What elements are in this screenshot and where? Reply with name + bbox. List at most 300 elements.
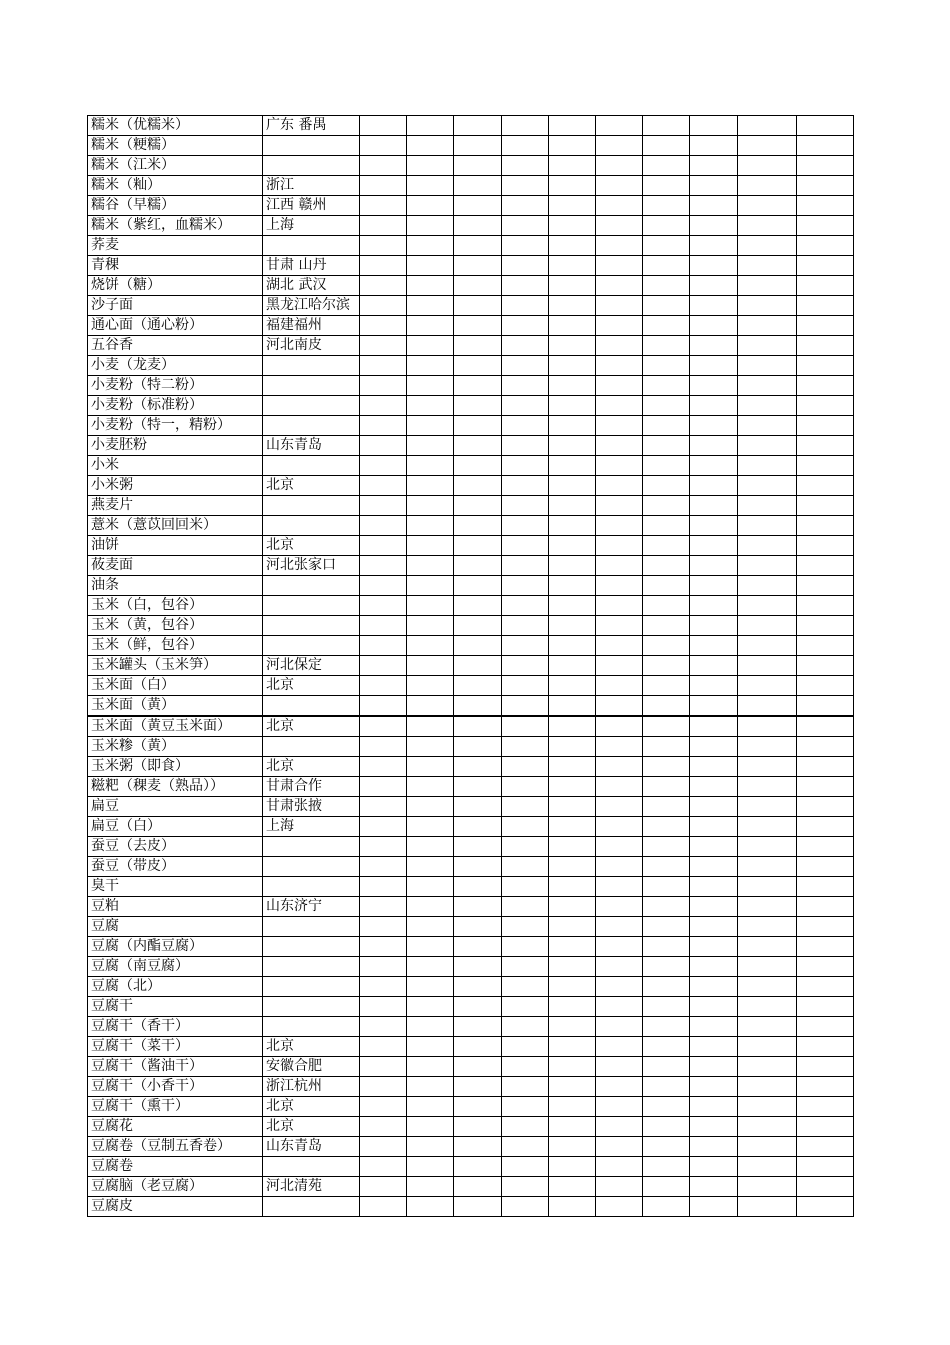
empty-cell[interactable] xyxy=(797,616,854,636)
empty-cell[interactable] xyxy=(549,797,596,817)
empty-cell[interactable] xyxy=(690,176,738,196)
empty-cell[interactable] xyxy=(643,937,690,957)
empty-cell[interactable] xyxy=(643,917,690,937)
empty-cell[interactable] xyxy=(360,596,407,616)
food-name-cell[interactable]: 豆腐干（菜干） xyxy=(88,1037,263,1057)
empty-cell[interactable] xyxy=(549,196,596,216)
empty-cell[interactable] xyxy=(690,1097,738,1117)
empty-cell[interactable] xyxy=(690,1017,738,1037)
empty-cell[interactable] xyxy=(738,356,797,376)
food-name-cell[interactable]: 莜麦面 xyxy=(88,556,263,576)
origin-cell[interactable] xyxy=(263,396,360,416)
empty-cell[interactable] xyxy=(407,1057,454,1077)
empty-cell[interactable] xyxy=(797,1117,854,1137)
empty-cell[interactable] xyxy=(407,416,454,436)
empty-cell[interactable] xyxy=(596,456,643,476)
empty-cell[interactable] xyxy=(797,817,854,837)
empty-cell[interactable] xyxy=(738,296,797,316)
empty-cell[interactable] xyxy=(643,236,690,256)
food-name-cell[interactable]: 小麦粉（特二粉） xyxy=(88,376,263,396)
food-name-cell[interactable]: 豆腐卷（豆制五香卷） xyxy=(88,1137,263,1157)
origin-cell[interactable]: 上海 xyxy=(263,216,360,236)
empty-cell[interactable] xyxy=(454,116,502,136)
empty-cell[interactable] xyxy=(502,316,549,336)
empty-cell[interactable] xyxy=(690,977,738,997)
empty-cell[interactable] xyxy=(454,516,502,536)
empty-cell[interactable] xyxy=(502,897,549,917)
empty-cell[interactable] xyxy=(502,476,549,496)
origin-cell[interactable]: 甘肃合作 xyxy=(263,777,360,797)
empty-cell[interactable] xyxy=(407,1177,454,1197)
empty-cell[interactable] xyxy=(643,496,690,516)
empty-cell[interactable] xyxy=(643,897,690,917)
empty-cell[interactable] xyxy=(502,1097,549,1117)
empty-cell[interactable] xyxy=(797,496,854,516)
empty-cell[interactable] xyxy=(502,296,549,316)
empty-cell[interactable] xyxy=(407,1117,454,1137)
empty-cell[interactable] xyxy=(643,336,690,356)
empty-cell[interactable] xyxy=(797,1037,854,1057)
empty-cell[interactable] xyxy=(454,596,502,616)
empty-cell[interactable] xyxy=(407,977,454,997)
empty-cell[interactable] xyxy=(549,156,596,176)
empty-cell[interactable] xyxy=(502,716,549,737)
empty-cell[interactable] xyxy=(454,837,502,857)
empty-cell[interactable] xyxy=(797,1137,854,1157)
empty-cell[interactable] xyxy=(797,196,854,216)
empty-cell[interactable] xyxy=(690,1057,738,1077)
empty-cell[interactable] xyxy=(502,977,549,997)
empty-cell[interactable] xyxy=(549,1037,596,1057)
origin-cell[interactable]: 河北保定 xyxy=(263,656,360,676)
empty-cell[interactable] xyxy=(738,376,797,396)
empty-cell[interactable] xyxy=(360,857,407,877)
empty-cell[interactable] xyxy=(407,997,454,1017)
empty-cell[interactable] xyxy=(360,636,407,656)
empty-cell[interactable] xyxy=(643,696,690,717)
empty-cell[interactable] xyxy=(549,1097,596,1117)
empty-cell[interactable] xyxy=(454,877,502,897)
empty-cell[interactable] xyxy=(690,556,738,576)
origin-cell[interactable]: 福建福州 xyxy=(263,316,360,336)
empty-cell[interactable] xyxy=(502,456,549,476)
empty-cell[interactable] xyxy=(738,897,797,917)
empty-cell[interactable] xyxy=(643,737,690,757)
empty-cell[interactable] xyxy=(360,656,407,676)
empty-cell[interactable] xyxy=(738,837,797,857)
empty-cell[interactable] xyxy=(454,1017,502,1037)
empty-cell[interactable] xyxy=(643,216,690,236)
empty-cell[interactable] xyxy=(549,416,596,436)
empty-cell[interactable] xyxy=(407,576,454,596)
empty-cell[interactable] xyxy=(643,376,690,396)
empty-cell[interactable] xyxy=(549,236,596,256)
empty-cell[interactable] xyxy=(549,817,596,837)
food-name-cell[interactable]: 小麦（龙麦） xyxy=(88,356,263,376)
empty-cell[interactable] xyxy=(690,997,738,1017)
origin-cell[interactable] xyxy=(263,1017,360,1037)
empty-cell[interactable] xyxy=(643,977,690,997)
empty-cell[interactable] xyxy=(690,216,738,236)
empty-cell[interactable] xyxy=(407,536,454,556)
empty-cell[interactable] xyxy=(797,937,854,957)
empty-cell[interactable] xyxy=(502,797,549,817)
food-name-cell[interactable]: 小麦胚粉 xyxy=(88,436,263,456)
empty-cell[interactable] xyxy=(738,476,797,496)
origin-cell[interactable]: 甘肃 山丹 xyxy=(263,256,360,276)
origin-cell[interactable] xyxy=(263,456,360,476)
empty-cell[interactable] xyxy=(502,757,549,777)
empty-cell[interactable] xyxy=(360,797,407,817)
empty-cell[interactable] xyxy=(690,316,738,336)
empty-cell[interactable] xyxy=(738,957,797,977)
origin-cell[interactable]: 北京 xyxy=(263,1097,360,1117)
empty-cell[interactable] xyxy=(502,416,549,436)
empty-cell[interactable] xyxy=(797,476,854,496)
empty-cell[interactable] xyxy=(596,416,643,436)
empty-cell[interactable] xyxy=(549,136,596,156)
empty-cell[interactable] xyxy=(738,116,797,136)
empty-cell[interactable] xyxy=(596,857,643,877)
empty-cell[interactable] xyxy=(797,596,854,616)
empty-cell[interactable] xyxy=(407,476,454,496)
empty-cell[interactable] xyxy=(454,1177,502,1197)
empty-cell[interactable] xyxy=(407,656,454,676)
empty-cell[interactable] xyxy=(549,857,596,877)
empty-cell[interactable] xyxy=(502,596,549,616)
empty-cell[interactable] xyxy=(596,937,643,957)
food-name-cell[interactable]: 豆腐 xyxy=(88,917,263,937)
empty-cell[interactable] xyxy=(360,757,407,777)
food-name-cell[interactable]: 豆粕 xyxy=(88,897,263,917)
empty-cell[interactable] xyxy=(643,396,690,416)
empty-cell[interactable] xyxy=(454,636,502,656)
empty-cell[interactable] xyxy=(738,797,797,817)
empty-cell[interactable] xyxy=(596,676,643,696)
empty-cell[interactable] xyxy=(690,757,738,777)
empty-cell[interactable] xyxy=(360,696,407,717)
empty-cell[interactable] xyxy=(690,436,738,456)
empty-cell[interactable] xyxy=(360,716,407,737)
empty-cell[interactable] xyxy=(690,576,738,596)
empty-cell[interactable] xyxy=(549,476,596,496)
origin-cell[interactable] xyxy=(263,997,360,1017)
empty-cell[interactable] xyxy=(407,636,454,656)
empty-cell[interactable] xyxy=(738,937,797,957)
empty-cell[interactable] xyxy=(596,817,643,837)
origin-cell[interactable] xyxy=(263,857,360,877)
empty-cell[interactable] xyxy=(643,536,690,556)
empty-cell[interactable] xyxy=(738,416,797,436)
empty-cell[interactable] xyxy=(738,636,797,656)
food-name-cell[interactable]: 玉米面（黄） xyxy=(88,696,263,717)
empty-cell[interactable] xyxy=(454,1157,502,1177)
empty-cell[interactable] xyxy=(407,276,454,296)
empty-cell[interactable] xyxy=(454,676,502,696)
empty-cell[interactable] xyxy=(797,136,854,156)
empty-cell[interactable] xyxy=(643,576,690,596)
empty-cell[interactable] xyxy=(549,897,596,917)
empty-cell[interactable] xyxy=(360,1097,407,1117)
empty-cell[interactable] xyxy=(454,436,502,456)
food-name-cell[interactable]: 玉米罐头（玉米笋） xyxy=(88,656,263,676)
empty-cell[interactable] xyxy=(407,957,454,977)
food-name-cell[interactable]: 豆腐卷 xyxy=(88,1157,263,1177)
empty-cell[interactable] xyxy=(690,136,738,156)
empty-cell[interactable] xyxy=(643,636,690,656)
empty-cell[interactable] xyxy=(596,516,643,536)
empty-cell[interactable] xyxy=(502,516,549,536)
origin-cell[interactable]: 北京 xyxy=(263,1037,360,1057)
empty-cell[interactable] xyxy=(502,696,549,717)
empty-cell[interactable] xyxy=(360,216,407,236)
empty-cell[interactable] xyxy=(502,1017,549,1037)
empty-cell[interactable] xyxy=(596,316,643,336)
empty-cell[interactable] xyxy=(643,817,690,837)
empty-cell[interactable] xyxy=(643,676,690,696)
food-name-cell[interactable]: 豆腐皮 xyxy=(88,1197,263,1217)
food-name-cell[interactable]: 臭干 xyxy=(88,877,263,897)
empty-cell[interactable] xyxy=(549,256,596,276)
empty-cell[interactable] xyxy=(549,737,596,757)
empty-cell[interactable] xyxy=(407,136,454,156)
empty-cell[interactable] xyxy=(596,616,643,636)
empty-cell[interactable] xyxy=(454,176,502,196)
empty-cell[interactable] xyxy=(407,737,454,757)
empty-cell[interactable] xyxy=(407,777,454,797)
food-name-cell[interactable]: 玉米面（黄豆玉米面） xyxy=(88,716,263,737)
empty-cell[interactable] xyxy=(596,216,643,236)
empty-cell[interactable] xyxy=(797,857,854,877)
empty-cell[interactable] xyxy=(738,176,797,196)
food-name-cell[interactable]: 薏米（薏苡回回米） xyxy=(88,516,263,536)
empty-cell[interactable] xyxy=(596,576,643,596)
empty-cell[interactable] xyxy=(738,156,797,176)
food-name-cell[interactable]: 蚕豆（带皮） xyxy=(88,857,263,877)
empty-cell[interactable] xyxy=(643,1037,690,1057)
empty-cell[interactable] xyxy=(797,636,854,656)
empty-cell[interactable] xyxy=(738,1077,797,1097)
empty-cell[interactable] xyxy=(643,1137,690,1157)
empty-cell[interactable] xyxy=(360,196,407,216)
empty-cell[interactable] xyxy=(454,1117,502,1137)
empty-cell[interactable] xyxy=(738,516,797,536)
empty-cell[interactable] xyxy=(407,1157,454,1177)
empty-cell[interactable] xyxy=(643,256,690,276)
empty-cell[interactable] xyxy=(454,777,502,797)
empty-cell[interactable] xyxy=(454,616,502,636)
empty-cell[interactable] xyxy=(690,1077,738,1097)
empty-cell[interactable] xyxy=(596,997,643,1017)
food-name-cell[interactable]: 玉米糁（黄） xyxy=(88,737,263,757)
empty-cell[interactable] xyxy=(407,1037,454,1057)
empty-cell[interactable] xyxy=(797,276,854,296)
empty-cell[interactable] xyxy=(596,536,643,556)
empty-cell[interactable] xyxy=(360,1137,407,1157)
empty-cell[interactable] xyxy=(738,456,797,476)
empty-cell[interactable] xyxy=(360,616,407,636)
empty-cell[interactable] xyxy=(454,476,502,496)
empty-cell[interactable] xyxy=(360,496,407,516)
empty-cell[interactable] xyxy=(596,176,643,196)
food-name-cell[interactable]: 燕麦片 xyxy=(88,496,263,516)
empty-cell[interactable] xyxy=(690,1117,738,1137)
empty-cell[interactable] xyxy=(797,777,854,797)
empty-cell[interactable] xyxy=(360,336,407,356)
empty-cell[interactable] xyxy=(454,797,502,817)
empty-cell[interactable] xyxy=(549,296,596,316)
empty-cell[interactable] xyxy=(797,656,854,676)
empty-cell[interactable] xyxy=(797,797,854,817)
empty-cell[interactable] xyxy=(407,616,454,636)
empty-cell[interactable] xyxy=(549,516,596,536)
empty-cell[interactable] xyxy=(690,536,738,556)
empty-cell[interactable] xyxy=(797,256,854,276)
empty-cell[interactable] xyxy=(454,1037,502,1057)
empty-cell[interactable] xyxy=(360,1017,407,1037)
food-name-cell[interactable]: 豆腐干 xyxy=(88,997,263,1017)
empty-cell[interactable] xyxy=(738,737,797,757)
empty-cell[interactable] xyxy=(596,1017,643,1037)
food-name-cell[interactable]: 玉米（鲜，包谷） xyxy=(88,636,263,656)
food-name-cell[interactable]: 玉米（黄，包谷） xyxy=(88,616,263,636)
empty-cell[interactable] xyxy=(797,1177,854,1197)
empty-cell[interactable] xyxy=(454,757,502,777)
origin-cell[interactable]: 湖北 武汉 xyxy=(263,276,360,296)
empty-cell[interactable] xyxy=(643,757,690,777)
empty-cell[interactable] xyxy=(738,336,797,356)
empty-cell[interactable] xyxy=(502,556,549,576)
empty-cell[interactable] xyxy=(797,696,854,717)
origin-cell[interactable] xyxy=(263,1197,360,1217)
empty-cell[interactable] xyxy=(454,376,502,396)
empty-cell[interactable] xyxy=(690,296,738,316)
empty-cell[interactable] xyxy=(407,937,454,957)
empty-cell[interactable] xyxy=(738,256,797,276)
empty-cell[interactable] xyxy=(643,837,690,857)
origin-cell[interactable] xyxy=(263,636,360,656)
empty-cell[interactable] xyxy=(596,897,643,917)
empty-cell[interactable] xyxy=(690,797,738,817)
empty-cell[interactable] xyxy=(549,696,596,717)
empty-cell[interactable] xyxy=(360,937,407,957)
empty-cell[interactable] xyxy=(596,116,643,136)
empty-cell[interactable] xyxy=(549,1077,596,1097)
empty-cell[interactable] xyxy=(407,917,454,937)
empty-cell[interactable] xyxy=(360,456,407,476)
empty-cell[interactable] xyxy=(360,556,407,576)
empty-cell[interactable] xyxy=(360,536,407,556)
empty-cell[interactable] xyxy=(502,1057,549,1077)
empty-cell[interactable] xyxy=(643,1197,690,1217)
empty-cell[interactable] xyxy=(549,917,596,937)
empty-cell[interactable] xyxy=(454,336,502,356)
empty-cell[interactable] xyxy=(797,396,854,416)
food-name-cell[interactable]: 荞麦 xyxy=(88,236,263,256)
empty-cell[interactable] xyxy=(643,716,690,737)
empty-cell[interactable] xyxy=(502,1177,549,1197)
empty-cell[interactable] xyxy=(549,877,596,897)
empty-cell[interactable] xyxy=(738,136,797,156)
empty-cell[interactable] xyxy=(549,576,596,596)
empty-cell[interactable] xyxy=(407,176,454,196)
empty-cell[interactable] xyxy=(360,176,407,196)
empty-cell[interactable] xyxy=(360,676,407,696)
empty-cell[interactable] xyxy=(360,356,407,376)
empty-cell[interactable] xyxy=(690,857,738,877)
empty-cell[interactable] xyxy=(690,716,738,737)
empty-cell[interactable] xyxy=(549,356,596,376)
empty-cell[interactable] xyxy=(454,1097,502,1117)
empty-cell[interactable] xyxy=(360,296,407,316)
empty-cell[interactable] xyxy=(407,1077,454,1097)
food-name-cell[interactable]: 糯米（紫红，血糯米） xyxy=(88,216,263,236)
empty-cell[interactable] xyxy=(738,1117,797,1137)
food-name-cell[interactable]: 糯米（优糯米） xyxy=(88,116,263,136)
food-name-cell[interactable]: 豆腐（北） xyxy=(88,977,263,997)
origin-cell[interactable]: 北京 xyxy=(263,757,360,777)
empty-cell[interactable] xyxy=(643,296,690,316)
empty-cell[interactable] xyxy=(502,1157,549,1177)
empty-cell[interactable] xyxy=(407,857,454,877)
origin-cell[interactable] xyxy=(263,1157,360,1177)
empty-cell[interactable] xyxy=(690,897,738,917)
empty-cell[interactable] xyxy=(502,576,549,596)
empty-cell[interactable] xyxy=(360,997,407,1017)
empty-cell[interactable] xyxy=(643,156,690,176)
empty-cell[interactable] xyxy=(596,296,643,316)
empty-cell[interactable] xyxy=(407,496,454,516)
empty-cell[interactable] xyxy=(738,757,797,777)
empty-cell[interactable] xyxy=(502,376,549,396)
food-name-cell[interactable]: 豆腐（内酯豆腐） xyxy=(88,937,263,957)
empty-cell[interactable] xyxy=(549,1197,596,1217)
empty-cell[interactable] xyxy=(797,1077,854,1097)
empty-cell[interactable] xyxy=(549,396,596,416)
empty-cell[interactable] xyxy=(454,396,502,416)
empty-cell[interactable] xyxy=(549,837,596,857)
empty-cell[interactable] xyxy=(454,857,502,877)
empty-cell[interactable] xyxy=(407,1137,454,1157)
origin-cell[interactable] xyxy=(263,877,360,897)
empty-cell[interactable] xyxy=(407,797,454,817)
empty-cell[interactable] xyxy=(643,1077,690,1097)
food-name-cell[interactable]: 小麦粉（特一，精粉） xyxy=(88,416,263,436)
empty-cell[interactable] xyxy=(643,997,690,1017)
empty-cell[interactable] xyxy=(690,356,738,376)
empty-cell[interactable] xyxy=(502,837,549,857)
empty-cell[interactable] xyxy=(502,136,549,156)
food-name-cell[interactable]: 糯米（粳糯） xyxy=(88,136,263,156)
empty-cell[interactable] xyxy=(596,716,643,737)
food-name-cell[interactable]: 蚕豆（去皮） xyxy=(88,837,263,857)
empty-cell[interactable] xyxy=(549,116,596,136)
empty-cell[interactable] xyxy=(407,757,454,777)
empty-cell[interactable] xyxy=(690,1157,738,1177)
empty-cell[interactable] xyxy=(596,1057,643,1077)
empty-cell[interactable] xyxy=(596,656,643,676)
empty-cell[interactable] xyxy=(596,236,643,256)
empty-cell[interactable] xyxy=(643,556,690,576)
empty-cell[interactable] xyxy=(454,136,502,156)
empty-cell[interactable] xyxy=(407,196,454,216)
empty-cell[interactable] xyxy=(549,977,596,997)
empty-cell[interactable] xyxy=(596,1137,643,1157)
empty-cell[interactable] xyxy=(596,737,643,757)
empty-cell[interactable] xyxy=(502,196,549,216)
empty-cell[interactable] xyxy=(738,857,797,877)
empty-cell[interactable] xyxy=(690,877,738,897)
